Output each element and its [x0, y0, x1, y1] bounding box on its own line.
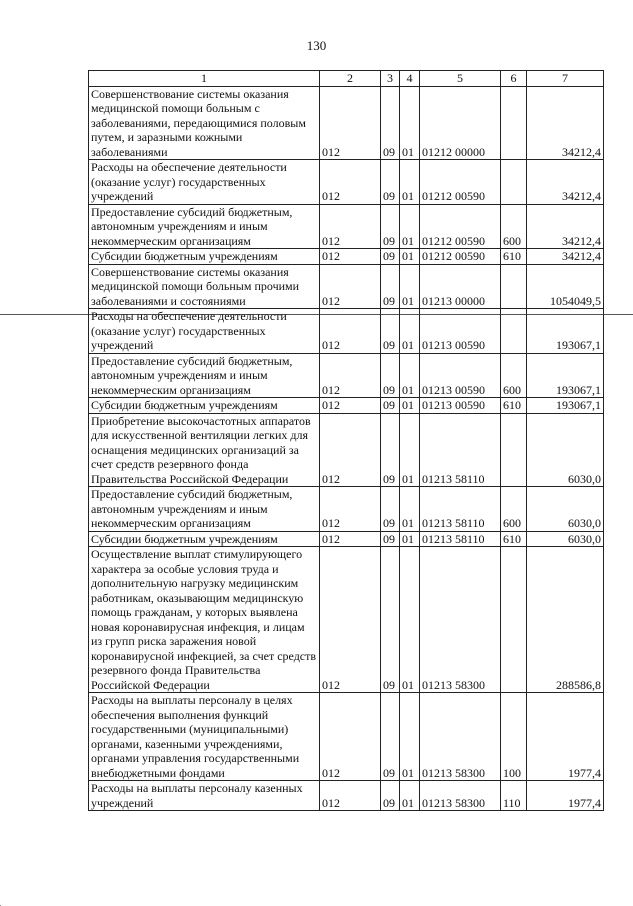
row-section-code: 09	[381, 160, 400, 205]
row-admin-code: 012	[320, 693, 381, 781]
header-row	[89, 71, 604, 87]
table-row	[89, 413, 604, 487]
row-admin-code: 012	[320, 547, 381, 693]
row-section-code: 09	[381, 249, 400, 265]
table-row	[89, 487, 604, 532]
row-target-code: 01213 00590	[420, 309, 501, 354]
row-admin-code: 012	[320, 249, 381, 265]
col-header-name: 1	[89, 71, 320, 87]
row-admin-code: 012	[320, 398, 381, 414]
row-expense-type-code: 600	[501, 487, 527, 532]
row-name: Субсидии бюджетным учреждениям	[89, 249, 320, 265]
row-target-code: 01213 58300	[420, 781, 501, 811]
row-target-code: 01212 00590	[420, 160, 501, 205]
row-expense-type-code	[501, 264, 527, 309]
row-amount: 193067,1	[527, 398, 604, 414]
table-row	[89, 353, 604, 398]
row-target-code: 01213 58300	[420, 547, 501, 693]
row-amount: 193067,1	[527, 353, 604, 398]
row-expense-type-code	[501, 86, 527, 160]
col-header-admin: 2	[320, 71, 381, 87]
row-amount: 1977,4	[527, 693, 604, 781]
row-subsection-code: 01	[400, 487, 420, 532]
row-name: Расходы на выплаты персоналу казенных учреждений	[89, 781, 320, 811]
row-subsection-code: 01	[400, 547, 420, 693]
row-expense-type-code	[501, 547, 527, 693]
row-amount: 1977,4	[527, 781, 604, 811]
row-section-code: 09	[381, 413, 400, 487]
row-section-code: 09	[381, 204, 400, 249]
row-subsection-code: 01	[400, 309, 420, 354]
table-row	[89, 160, 604, 205]
row-name: Предоставление субсидий бюджетным, автономным учреждениям и иным некоммерческим организациям	[89, 487, 320, 532]
row-admin-code: 012	[320, 309, 381, 354]
table-row	[89, 693, 604, 781]
row-amount: 34212,4	[527, 86, 604, 160]
row-expense-type-code: 110	[501, 781, 527, 811]
row-name: Субсидии бюджетным учреждениям	[89, 398, 320, 414]
row-target-code: 01213 00000	[420, 264, 501, 309]
table-row	[89, 86, 604, 160]
row-subsection-code: 01	[400, 86, 420, 160]
col-header-section: 3	[381, 71, 400, 87]
row-subsection-code: 01	[400, 249, 420, 265]
row-name: Совершенствование системы оказания медицинской помощи больным с заболеваниями, передающимися половым путем, и заразными кожными заболеваниями	[89, 86, 320, 160]
table-row	[89, 781, 604, 811]
row-admin-code: 012	[320, 531, 381, 547]
row-target-code: 01213 00590	[420, 398, 501, 414]
row-target-code: 01213 58300	[420, 693, 501, 781]
row-section-code: 09	[381, 781, 400, 811]
row-expense-type-code: 100	[501, 693, 527, 781]
row-name: Предоставление субсидий бюджетным, автономным учреждениям и иным некоммерческим организациям	[89, 353, 320, 398]
row-subsection-code: 01	[400, 204, 420, 249]
row-amount: 34212,4	[527, 249, 604, 265]
row-expense-type-code: 610	[501, 249, 527, 265]
row-subsection-code: 01	[400, 353, 420, 398]
row-expense-type-code: 610	[501, 531, 527, 547]
col-header-expense-type: 6	[501, 71, 527, 87]
row-expense-type-code	[501, 413, 527, 487]
row-target-code: 01213 58110	[420, 413, 501, 487]
row-amount: 6030,0	[527, 531, 604, 547]
table-row	[89, 547, 604, 693]
row-amount: 6030,0	[527, 413, 604, 487]
page-number: 130	[306, 38, 327, 53]
table-row	[89, 204, 604, 249]
row-expense-type-code	[501, 309, 527, 354]
row-name: Расходы на обеспечение деятельности (оказание услуг) государственных учреждений	[89, 160, 320, 205]
row-subsection-code: 01	[400, 781, 420, 811]
row-admin-code: 012	[320, 160, 381, 205]
row-subsection-code: 01	[400, 398, 420, 414]
table-row	[89, 249, 604, 265]
row-amount: 6030,0	[527, 487, 604, 532]
row-amount: 1054049,5	[527, 264, 604, 309]
row-admin-code: 012	[320, 413, 381, 487]
row-subsection-code: 01	[400, 413, 420, 487]
row-amount: 34212,4	[527, 204, 604, 249]
row-expense-type-code: 610	[501, 398, 527, 414]
table-row	[89, 264, 604, 309]
table-row	[89, 309, 604, 354]
row-name: Предоставление субсидий бюджетным, автономным учреждениям и иным некоммерческим организациям	[89, 204, 320, 249]
row-admin-code: 012	[320, 487, 381, 532]
row-name: Субсидии бюджетным учреждениям	[89, 531, 320, 547]
row-section-code: 09	[381, 547, 400, 693]
row-section-code: 09	[381, 353, 400, 398]
row-target-code: 01213 00590	[420, 353, 501, 398]
row-section-code: 09	[381, 309, 400, 354]
table-row	[89, 398, 604, 414]
row-subsection-code: 01	[400, 160, 420, 205]
row-name: Расходы на обеспечение деятельности (оказание услуг) государственных учреждений	[89, 309, 320, 354]
row-amount: 34212,4	[527, 160, 604, 205]
row-subsection-code: 01	[400, 264, 420, 309]
row-amount: 288586,8	[527, 547, 604, 693]
budget-table	[88, 70, 604, 811]
row-section-code: 09	[381, 264, 400, 309]
row-expense-type-code: 600	[501, 353, 527, 398]
row-name: Расходы на выплаты персоналу в целях обеспечения выполнения функций государственными (муниципальными) органами, казенными учреждениями, органами управления государственными внебюджетными фондами	[89, 693, 320, 781]
row-admin-code: 012	[320, 781, 381, 811]
row-admin-code: 012	[320, 264, 381, 309]
col-header-subsection: 4	[400, 71, 420, 87]
row-section-code: 09	[381, 693, 400, 781]
col-header-target: 5	[420, 71, 501, 87]
row-name: Осуществление выплат стимулирующего характера за особые условия труда и дополнительную нагрузку медицинским работникам, оказывающим медицинскую помощь гражданам, у которых выявлена новая коронавирусная инфекция, и лицам из групп риска заражения новой коронавирусной инфекцией, за счет средств резервного фонда Правительства Российской Федерации	[89, 547, 320, 693]
row-target-code: 01212 00590	[420, 249, 501, 265]
row-name: Приобретение высокочастотных аппаратов для искусственной вентиляции легких для оснащения медицинских организаций за счет средств резервного фонда Правительства Российской Федерации	[89, 413, 320, 487]
row-expense-type-code	[501, 160, 527, 205]
row-target-code: 01213 58110	[420, 531, 501, 547]
row-target-code: 01212 00590	[420, 204, 501, 249]
row-section-code: 09	[381, 398, 400, 414]
row-subsection-code: 01	[400, 693, 420, 781]
row-admin-code: 012	[320, 353, 381, 398]
row-target-code: 01213 58110	[420, 487, 501, 532]
row-subsection-code: 01	[400, 531, 420, 547]
row-section-code: 09	[381, 487, 400, 532]
row-admin-code: 012	[320, 86, 381, 160]
row-amount: 193067,1	[527, 309, 604, 354]
row-target-code: 01212 00000	[420, 86, 501, 160]
col-header-amount: 7	[527, 71, 604, 87]
row-admin-code: 012	[320, 204, 381, 249]
row-section-code: 09	[381, 86, 400, 160]
row-section-code: 09	[381, 531, 400, 547]
row-expense-type-code: 600	[501, 204, 527, 249]
row-name: Совершенствование системы оказания медицинской помощи больным прочими заболеваниями и состояниями	[89, 264, 320, 309]
table-row	[89, 531, 604, 547]
